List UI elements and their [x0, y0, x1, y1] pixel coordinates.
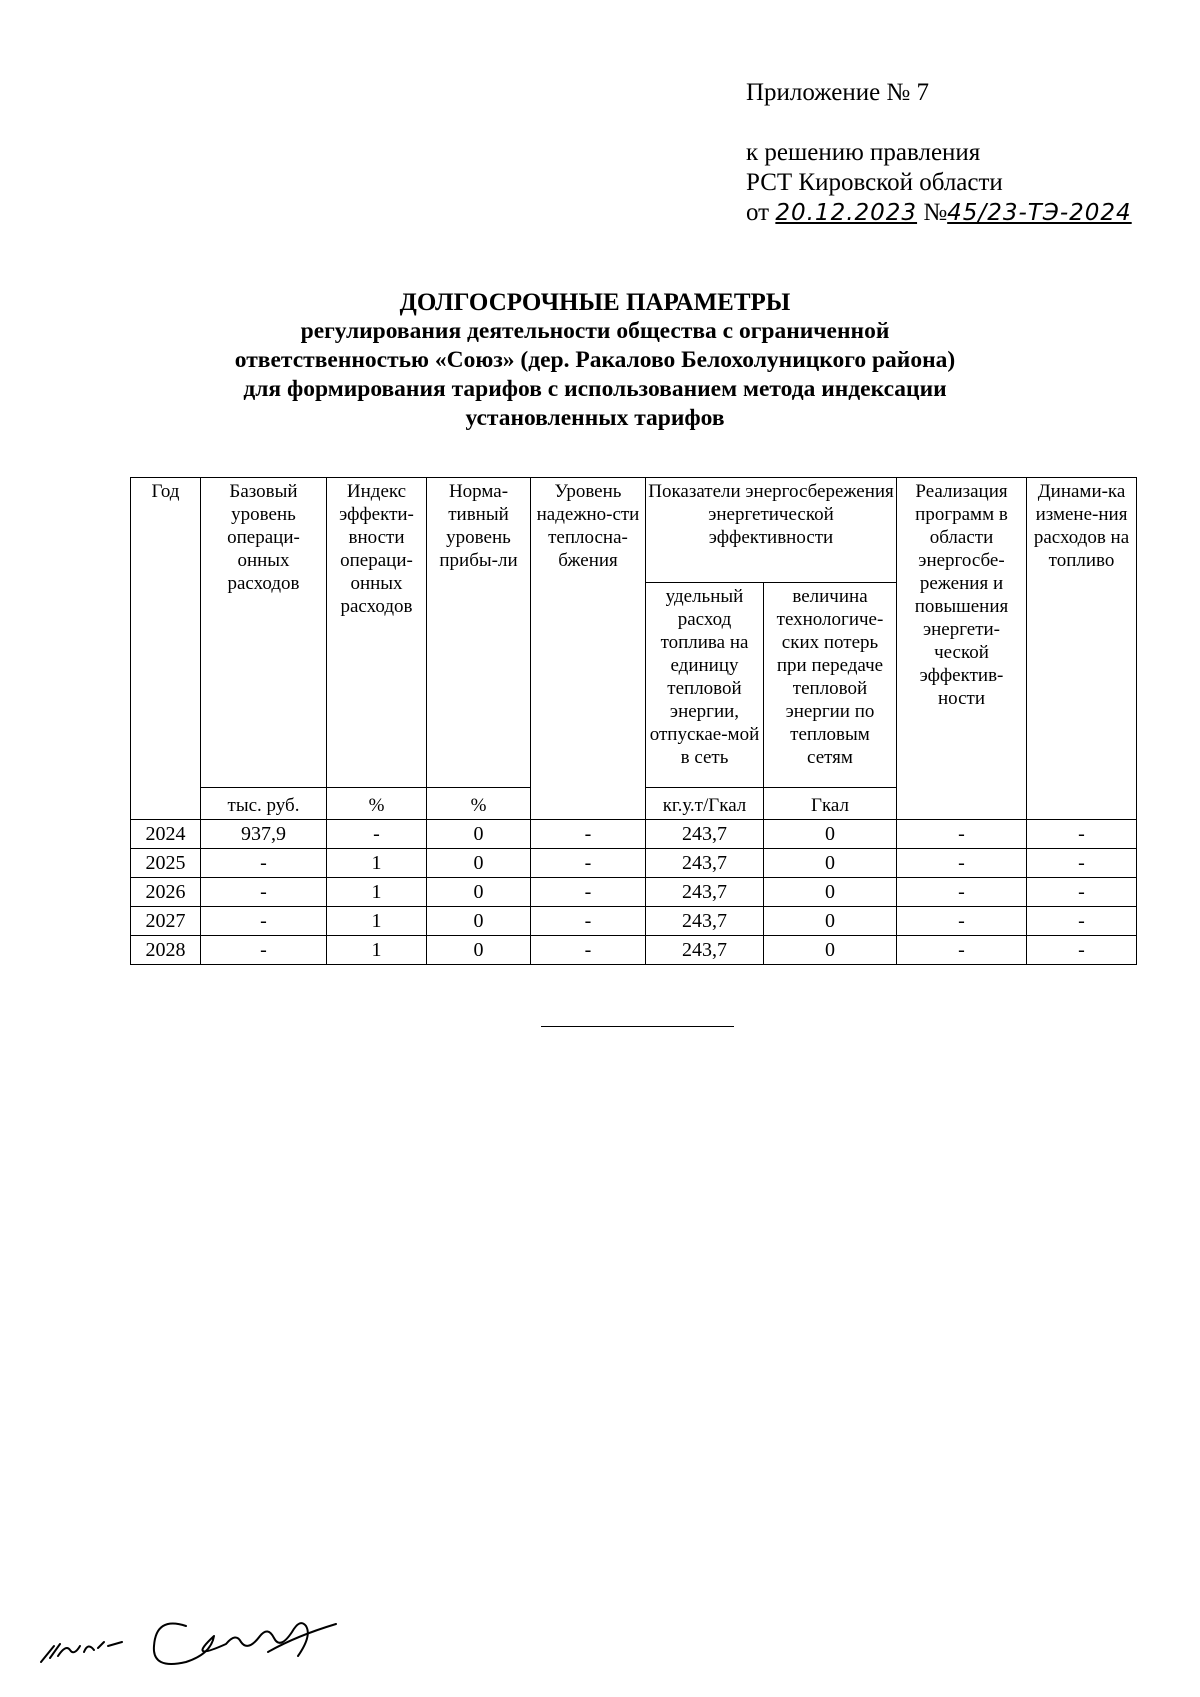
appendix-block — [746, 78, 1132, 228]
table-row — [131, 849, 1137, 878]
unit-base-opex: тыс. руб. — [201, 788, 327, 820]
header-fuel-dynamics: Динами-ка измене-ния расходов на топливо — [1027, 478, 1137, 820]
cell-fuel-dynamics: - — [1027, 849, 1137, 878]
cell-base-opex: - — [201, 936, 327, 965]
cell-fuel-rate: 243,7 — [646, 849, 764, 878]
cell-losses: 0 — [764, 907, 897, 936]
from-label: от — [746, 199, 770, 226]
title-line-2: ответственностью «Союз» (дер. Ракалово Белохолуницкого района) — [234, 347, 956, 373]
end-separator-line — [541, 1026, 734, 1027]
cell-year: 2028 — [131, 936, 201, 965]
cell-year: 2026 — [131, 878, 201, 907]
cell-fuel-dynamics: - — [1027, 820, 1137, 849]
cell-losses: 0 — [764, 878, 897, 907]
cell-reliability: - — [531, 878, 646, 907]
cell-base-opex: - — [201, 878, 327, 907]
table-row — [131, 878, 1137, 907]
unit-profit-level: % — [427, 788, 531, 820]
table-row — [131, 820, 1137, 849]
table-row — [131, 907, 1137, 936]
cell-fuel-rate: 243,7 — [646, 907, 764, 936]
cell-profit-level: 0 — [427, 936, 531, 965]
header-programs: Реализация программ в области энергосбе-режения и повышения энергети-ческой эффектив-ности — [897, 478, 1027, 820]
cell-programs: - — [897, 936, 1027, 965]
cell-efficiency-index: 1 — [327, 849, 427, 878]
title-line-3: для формирования тарифов с использованием метода индексации — [243, 376, 947, 402]
header-year: Год — [131, 478, 201, 820]
cell-fuel-rate: 243,7 — [646, 820, 764, 849]
appendix-decision-line: к решению правления — [746, 139, 981, 166]
cell-efficiency-index: 1 — [327, 878, 427, 907]
cell-reliability: - — [531, 849, 646, 878]
cell-reliability: - — [531, 820, 646, 849]
cell-reliability: - — [531, 907, 646, 936]
cell-efficiency-index: 1 — [327, 907, 427, 936]
cell-fuel-rate: 243,7 — [646, 936, 764, 965]
header-base-opex: Базовый уровень операци-онных расходов — [201, 478, 327, 788]
unit-losses: Гкал — [764, 788, 897, 820]
header-energy-indicators: Показатели энергосбережения энергетической эффективности — [646, 478, 897, 583]
appendix-date-line — [746, 198, 1132, 228]
appendix-authority-line: РСТ Кировской области — [746, 169, 1003, 196]
header-efficiency-index: Индекс эффекти-вности операци-онных расходов — [327, 478, 427, 788]
unit-fuel-rate: кг.у.т/Гкал — [646, 788, 764, 820]
header-reliability: Уровень надежно-сти теплосна-бжения — [531, 478, 646, 820]
cell-losses: 0 — [764, 849, 897, 878]
cell-programs: - — [897, 820, 1027, 849]
number-label: № — [923, 199, 948, 226]
decision-number: 45/23-ТЭ-2024 — [947, 200, 1132, 226]
cell-year: 2025 — [131, 849, 201, 878]
cell-fuel-dynamics: - — [1027, 878, 1137, 907]
cell-fuel-rate: 243,7 — [646, 878, 764, 907]
handwritten-signature — [36, 1596, 356, 1676]
cell-programs: - — [897, 907, 1027, 936]
cell-profit-level: 0 — [427, 907, 531, 936]
table-row — [131, 936, 1137, 965]
cell-year: 2024 — [131, 820, 201, 849]
decision-date: 20.12.2023 — [775, 200, 918, 226]
appendix-number: Приложение № 7 — [746, 79, 930, 106]
cell-reliability: - — [531, 936, 646, 965]
cell-profit-level: 0 — [427, 849, 531, 878]
cell-programs: - — [897, 878, 1027, 907]
title-line-4: установленных тарифов — [465, 405, 725, 431]
unit-efficiency-index: % — [327, 788, 427, 820]
cell-year: 2027 — [131, 907, 201, 936]
cell-losses: 0 — [764, 936, 897, 965]
title-main: ДОЛГОСРОЧНЫЕ ПАРАМЕТРЫ — [399, 289, 791, 316]
cell-programs: - — [897, 849, 1027, 878]
cell-fuel-dynamics: - — [1027, 907, 1137, 936]
header-losses: величина технологиче-ских потерь при передаче тепловой энергии по тепловым сетям — [764, 583, 897, 788]
cell-losses: 0 — [764, 820, 897, 849]
cell-profit-level: 0 — [427, 820, 531, 849]
parameters-table — [130, 477, 1137, 965]
header-fuel-rate: удельный расход топлива на единицу тепловой энергии, отпускае-мой в сеть — [646, 583, 764, 788]
cell-base-opex: - — [201, 907, 327, 936]
header-profit-level: Норма-тивный уровень прибы-ли — [427, 478, 531, 788]
cell-efficiency-index: - — [327, 820, 427, 849]
cell-base-opex: - — [201, 849, 327, 878]
cell-fuel-dynamics: - — [1027, 936, 1137, 965]
title-line-1: регулирования деятельности общества с ограниченной — [300, 318, 890, 344]
cell-base-opex: 937,9 — [201, 820, 327, 849]
document-title — [120, 288, 1070, 433]
cell-profit-level: 0 — [427, 878, 531, 907]
cell-efficiency-index: 1 — [327, 936, 427, 965]
